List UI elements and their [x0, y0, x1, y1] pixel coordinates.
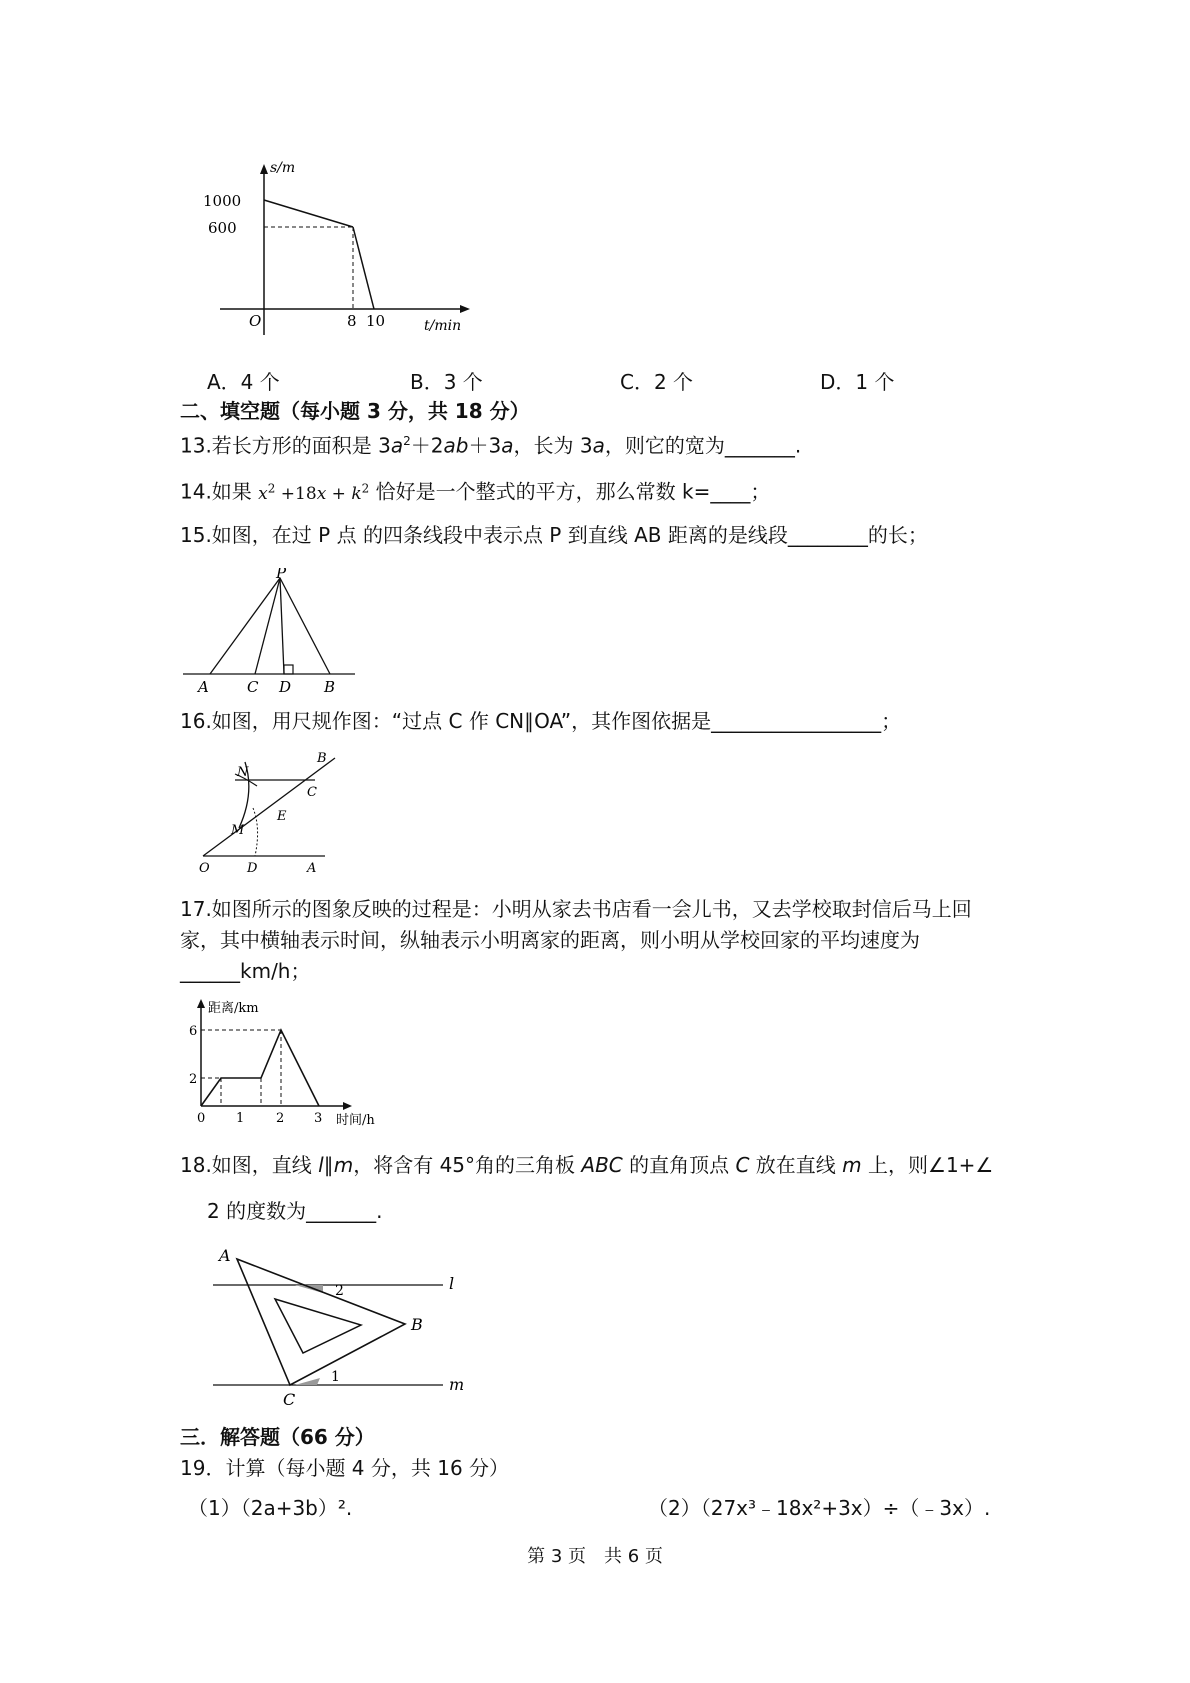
- x-axis-label: t/min: [424, 318, 462, 334]
- question-15: 15.如图，在过 P 点 的四条线段中表示点 P 到直线 AB 距离的是线段________的长；: [180, 523, 928, 547]
- option-a: A．4 个: [207, 370, 280, 394]
- distance-time-graph: [200, 160, 480, 345]
- label-m: M: [231, 823, 245, 838]
- triangle-outer: [237, 1259, 405, 1385]
- x-axis-arrow: [460, 305, 470, 313]
- question-17-line-3: ______km/h；: [180, 959, 311, 983]
- y-tick-6: 6: [189, 1024, 198, 1039]
- label-c: C: [247, 678, 259, 696]
- label-a: A: [219, 1246, 231, 1265]
- origin-label: O: [249, 312, 262, 330]
- section-3-title: 三．解答题（66 分）: [180, 1425, 375, 1449]
- y-axis-arrow: [197, 999, 205, 1008]
- angle-1-fill: [295, 1378, 320, 1385]
- question-19-title: 19．计算（每小题 4 分，共 16 分）: [180, 1456, 510, 1480]
- x-tick-0: 0: [197, 1111, 206, 1126]
- x-tick-3: 3: [314, 1111, 323, 1126]
- label-m: m: [449, 1375, 465, 1394]
- question-19-part-1: （1）（2a+3b）².: [188, 1496, 353, 1520]
- x-tick-2: 2: [276, 1111, 285, 1126]
- label-e: E: [277, 809, 287, 824]
- x-axis-label: 时间/h: [336, 1113, 375, 1128]
- page-footer: 第 3 页 共 6 页: [527, 1546, 663, 1567]
- x-axis-arrow: [343, 1102, 352, 1110]
- option-d: D．1 个: [820, 370, 895, 394]
- section-2-title: 二、填空题（每小题 3 分，共 18 分）: [180, 399, 530, 423]
- option-b: B．3 个: [410, 370, 483, 394]
- segment-pc: [255, 578, 280, 674]
- right-angle-mark: [284, 665, 293, 674]
- graph-segment-2: [353, 227, 374, 309]
- label-b: B: [411, 1315, 423, 1334]
- y-tick-1000: 1000: [203, 192, 242, 210]
- segment-pd: [280, 578, 284, 674]
- question-14: 14.如果 $x^2 +18x + k^2$ 恰好是一个整式的平方，那么常数 k=____；: [180, 479, 771, 504]
- question-17-line-1: 17.如图所示的图象反映的过程是：小明从家去书店看一会儿书，又去学校取封信后马上回: [180, 897, 972, 921]
- option-c: C．2 个: [620, 370, 694, 394]
- label-a: A: [198, 678, 209, 696]
- question-18-line-2: 2 的度数为_______.: [207, 1199, 383, 1223]
- label-c: C: [283, 1390, 296, 1405]
- figure-16: [195, 748, 365, 878]
- label-p: P: [276, 568, 287, 582]
- label-d: D: [279, 678, 292, 696]
- label-l: l: [449, 1274, 455, 1293]
- distance-time-graph-17: [186, 994, 396, 1134]
- y-axis-label: s/m: [270, 160, 296, 176]
- x-tick-10: 10: [366, 312, 386, 330]
- y-axis-label: 距离/km: [208, 1001, 259, 1016]
- label-c: C: [307, 785, 317, 800]
- question-19-part-2: （2）（27x³﹣18x²+3x）÷（﹣3x）.: [648, 1496, 991, 1520]
- y-axis-arrow: [260, 164, 268, 174]
- ray-ob: [203, 758, 335, 856]
- graph-segment-1: [264, 200, 353, 227]
- label-b: B: [317, 751, 327, 766]
- label-o: O: [199, 861, 210, 876]
- segment-pa: [210, 578, 280, 674]
- label-1: 1: [331, 1369, 340, 1385]
- figure-15: [180, 568, 360, 698]
- label-d: D: [247, 861, 258, 876]
- y-tick-2: 2: [189, 1072, 198, 1087]
- question-13: 13.若长方形的面积是 $3a^2+2ab+3a$，长为 3a，则它的宽为_______.: [180, 433, 802, 458]
- label-b: B: [324, 678, 336, 696]
- y-tick-600: 600: [208, 219, 237, 237]
- question-17-line-2: 家，其中横轴表示时间，纵轴表示小明离家的距离，则小明从学校回家的平均速度为: [180, 928, 920, 952]
- question-18-line-1: 18.如图，直线 l∥m，将含有 45°角的三角板 ABC 的直角顶点 C 放在直线 m 上，则∠1+∠: [180, 1153, 994, 1177]
- segment-pb: [280, 578, 330, 674]
- graph-line: [201, 1030, 319, 1106]
- x-tick-8: 8: [347, 312, 357, 330]
- question-16: 16.如图，用尺规作图：“过点 C 作 CN∥OA”，其作图依据是_________________；: [180, 709, 902, 733]
- figure-18: [205, 1245, 475, 1405]
- label-a: A: [307, 861, 317, 876]
- x-tick-1: 1: [236, 1111, 245, 1126]
- label-n: N: [237, 765, 249, 780]
- label-2: 2: [335, 1283, 344, 1299]
- triangle-inner: [275, 1299, 361, 1353]
